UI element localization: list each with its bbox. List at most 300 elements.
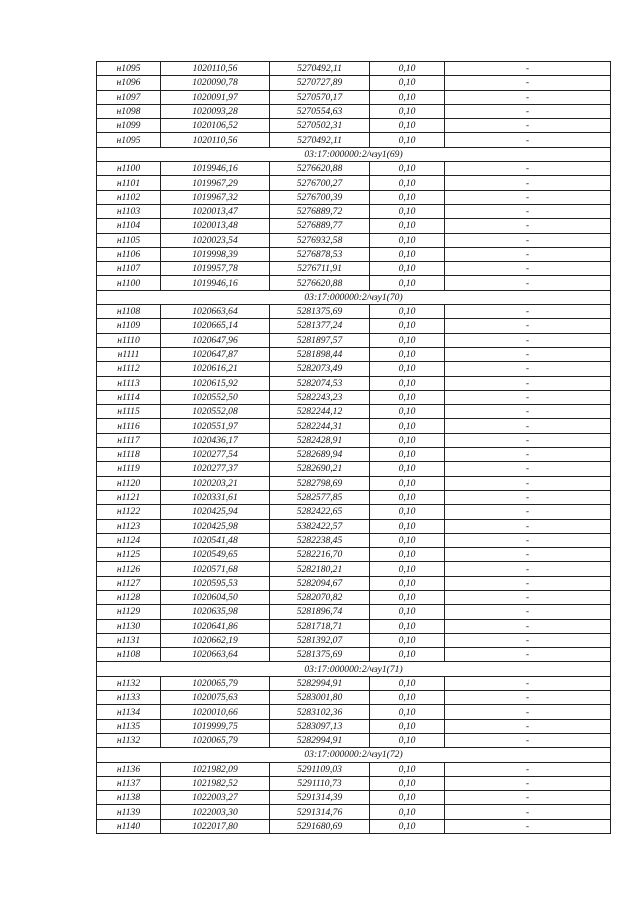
x-coordinate-cell: 1019957,78 bbox=[161, 262, 270, 276]
description-cell: - bbox=[445, 347, 611, 361]
accuracy-cell: 0,10 bbox=[370, 390, 445, 404]
description-cell: - bbox=[445, 490, 611, 504]
description-cell: - bbox=[445, 247, 611, 261]
point-name-cell: н1096 bbox=[97, 76, 161, 90]
table-row bbox=[97, 733, 611, 747]
accuracy-cell: 0,10 bbox=[370, 276, 445, 290]
accuracy-cell: 0,10 bbox=[370, 805, 445, 819]
x-coordinate-cell: 1020203,21 bbox=[161, 476, 270, 490]
y-coordinate-cell: 5291314,39 bbox=[270, 791, 370, 805]
table-row bbox=[97, 319, 611, 333]
x-coordinate-cell: 1020641,86 bbox=[161, 619, 270, 633]
description-cell: - bbox=[445, 590, 611, 604]
accuracy-cell: 0,10 bbox=[370, 705, 445, 719]
description-cell: - bbox=[445, 476, 611, 490]
table-row bbox=[97, 519, 611, 533]
table-row bbox=[97, 219, 611, 233]
table-row bbox=[97, 576, 611, 590]
description-cell: - bbox=[445, 805, 611, 819]
description-cell: - bbox=[445, 62, 611, 76]
description-cell: - bbox=[445, 233, 611, 247]
x-coordinate-cell: 1020110,56 bbox=[161, 62, 270, 76]
x-coordinate-cell: 1020013,48 bbox=[161, 219, 270, 233]
description-cell: - bbox=[445, 333, 611, 347]
y-coordinate-cell: 5282244,31 bbox=[270, 419, 370, 433]
table-row bbox=[97, 691, 611, 705]
description-cell: - bbox=[445, 362, 611, 376]
accuracy-cell: 0,10 bbox=[370, 448, 445, 462]
x-coordinate-cell: 1019946,16 bbox=[161, 276, 270, 290]
description-cell: - bbox=[445, 119, 611, 133]
point-name-cell: н1135 bbox=[97, 719, 161, 733]
table-row bbox=[97, 705, 611, 719]
accuracy-cell: 0,10 bbox=[370, 90, 445, 104]
x-coordinate-cell: 1020595,53 bbox=[161, 576, 270, 590]
description-cell: - bbox=[445, 448, 611, 462]
y-coordinate-cell: 5276932,58 bbox=[270, 233, 370, 247]
table-row bbox=[97, 505, 611, 519]
y-coordinate-cell: 5276620,88 bbox=[270, 276, 370, 290]
description-cell: - bbox=[445, 719, 611, 733]
point-name-cell: н1136 bbox=[97, 762, 161, 776]
description-cell: - bbox=[445, 605, 611, 619]
table-row bbox=[97, 62, 611, 76]
y-coordinate-cell: 5276620,88 bbox=[270, 162, 370, 176]
y-coordinate-cell: 5281375,69 bbox=[270, 648, 370, 662]
accuracy-cell: 0,10 bbox=[370, 104, 445, 118]
accuracy-cell: 0,10 bbox=[370, 762, 445, 776]
x-coordinate-cell: 1020425,98 bbox=[161, 519, 270, 533]
section-label: 03:17:000000:2/чзу1(69) bbox=[97, 147, 611, 161]
y-coordinate-cell: 5281377,24 bbox=[270, 319, 370, 333]
y-coordinate-cell: 5282073,49 bbox=[270, 362, 370, 376]
x-coordinate-cell: 1020663,64 bbox=[161, 305, 270, 319]
accuracy-cell: 0,10 bbox=[370, 433, 445, 447]
y-coordinate-cell: 5276889,72 bbox=[270, 204, 370, 218]
accuracy-cell: 0,10 bbox=[370, 76, 445, 90]
point-name-cell: н1115 bbox=[97, 405, 161, 419]
accuracy-cell: 0,10 bbox=[370, 119, 445, 133]
y-coordinate-cell: 5282238,45 bbox=[270, 533, 370, 547]
table-row bbox=[97, 390, 611, 404]
accuracy-cell: 0,10 bbox=[370, 190, 445, 204]
point-name-cell: н1126 bbox=[97, 562, 161, 576]
y-coordinate-cell: 5270727,89 bbox=[270, 76, 370, 90]
table-row bbox=[97, 204, 611, 218]
x-coordinate-cell: 1020663,64 bbox=[161, 648, 270, 662]
point-name-cell: н1110 bbox=[97, 333, 161, 347]
x-coordinate-cell: 1020277,37 bbox=[161, 462, 270, 476]
x-coordinate-cell: 1020549,65 bbox=[161, 548, 270, 562]
y-coordinate-cell: 5282994,91 bbox=[270, 733, 370, 747]
point-name-cell: н1117 bbox=[97, 433, 161, 447]
table-row bbox=[97, 548, 611, 562]
point-name-cell: н1105 bbox=[97, 233, 161, 247]
y-coordinate-cell: 5270502,31 bbox=[270, 119, 370, 133]
description-cell: - bbox=[445, 376, 611, 390]
y-coordinate-cell: 5281896,74 bbox=[270, 605, 370, 619]
point-name-cell: н1118 bbox=[97, 448, 161, 462]
accuracy-cell: 0,10 bbox=[370, 576, 445, 590]
accuracy-cell: 0,10 bbox=[370, 590, 445, 604]
x-coordinate-cell: 1020106,52 bbox=[161, 119, 270, 133]
y-coordinate-cell: 5270492,11 bbox=[270, 62, 370, 76]
description-cell: - bbox=[445, 305, 611, 319]
x-coordinate-cell: 1020090,78 bbox=[161, 76, 270, 90]
x-coordinate-cell: 1020023,54 bbox=[161, 233, 270, 247]
y-coordinate-cell: 5291314,76 bbox=[270, 805, 370, 819]
point-name-cell: н1130 bbox=[97, 619, 161, 633]
table-row bbox=[97, 233, 611, 247]
table-row bbox=[97, 305, 611, 319]
point-name-cell: н1127 bbox=[97, 576, 161, 590]
table-row bbox=[97, 476, 611, 490]
y-coordinate-cell: 5382422,57 bbox=[270, 519, 370, 533]
table-row bbox=[97, 119, 611, 133]
point-name-cell: н1101 bbox=[97, 176, 161, 190]
x-coordinate-cell: 1022017,80 bbox=[161, 819, 270, 833]
table-row bbox=[97, 819, 611, 833]
description-cell: - bbox=[445, 633, 611, 647]
x-coordinate-cell: 1019999,75 bbox=[161, 719, 270, 733]
description-cell: - bbox=[445, 548, 611, 562]
accuracy-cell: 0,10 bbox=[370, 476, 445, 490]
description-cell: - bbox=[445, 462, 611, 476]
accuracy-cell: 0,10 bbox=[370, 305, 445, 319]
description-cell: - bbox=[445, 104, 611, 118]
coordinates-table bbox=[96, 61, 611, 834]
y-coordinate-cell: 5276878,53 bbox=[270, 247, 370, 261]
point-name-cell: н1112 bbox=[97, 362, 161, 376]
y-coordinate-cell: 5281392,07 bbox=[270, 633, 370, 647]
description-cell: - bbox=[445, 176, 611, 190]
description-cell: - bbox=[445, 619, 611, 633]
x-coordinate-cell: 1020277,54 bbox=[161, 448, 270, 462]
x-coordinate-cell: 1020013,47 bbox=[161, 204, 270, 218]
x-coordinate-cell: 1020635,98 bbox=[161, 605, 270, 619]
y-coordinate-cell: 5281898,44 bbox=[270, 347, 370, 361]
point-name-cell: н1121 bbox=[97, 490, 161, 504]
table-row bbox=[97, 247, 611, 261]
x-coordinate-cell: 1019998,39 bbox=[161, 247, 270, 261]
description-cell: - bbox=[445, 162, 611, 176]
description-cell: - bbox=[445, 190, 611, 204]
description-cell: - bbox=[445, 219, 611, 233]
table-row bbox=[97, 262, 611, 276]
accuracy-cell: 0,10 bbox=[370, 633, 445, 647]
y-coordinate-cell: 5276711,91 bbox=[270, 262, 370, 276]
table-row bbox=[97, 791, 611, 805]
point-name-cell: н1125 bbox=[97, 548, 161, 562]
accuracy-cell: 0,10 bbox=[370, 776, 445, 790]
y-coordinate-cell: 5282690,21 bbox=[270, 462, 370, 476]
accuracy-cell: 0,10 bbox=[370, 791, 445, 805]
accuracy-cell: 0,10 bbox=[370, 462, 445, 476]
description-cell: - bbox=[445, 433, 611, 447]
accuracy-cell: 0,10 bbox=[370, 648, 445, 662]
accuracy-cell: 0,10 bbox=[370, 676, 445, 690]
point-name-cell: н1100 bbox=[97, 276, 161, 290]
description-cell: - bbox=[445, 76, 611, 90]
accuracy-cell: 0,10 bbox=[370, 533, 445, 547]
description-cell: - bbox=[445, 204, 611, 218]
accuracy-cell: 0,10 bbox=[370, 719, 445, 733]
table-row bbox=[97, 805, 611, 819]
point-name-cell: н1097 bbox=[97, 90, 161, 104]
point-name-cell: н1133 bbox=[97, 691, 161, 705]
y-coordinate-cell: 5282798,69 bbox=[270, 476, 370, 490]
table-row bbox=[97, 405, 611, 419]
y-coordinate-cell: 5282070,82 bbox=[270, 590, 370, 604]
coordinates-table-body bbox=[97, 62, 611, 834]
description-cell: - bbox=[445, 390, 611, 404]
accuracy-cell: 0,10 bbox=[370, 204, 445, 218]
description-cell: - bbox=[445, 648, 611, 662]
point-name-cell: н1137 bbox=[97, 776, 161, 790]
table-row bbox=[97, 448, 611, 462]
accuracy-cell: 0,10 bbox=[370, 233, 445, 247]
section-label: 03:17:000000:2/чзу1(71) bbox=[97, 662, 611, 676]
y-coordinate-cell: 5282244,12 bbox=[270, 405, 370, 419]
accuracy-cell: 0,10 bbox=[370, 162, 445, 176]
table-row bbox=[97, 76, 611, 90]
x-coordinate-cell: 1020331,61 bbox=[161, 490, 270, 504]
point-name-cell: н1113 bbox=[97, 376, 161, 390]
point-name-cell: н1109 bbox=[97, 319, 161, 333]
table-row bbox=[97, 104, 611, 118]
x-coordinate-cell: 1020541,48 bbox=[161, 533, 270, 547]
point-name-cell: н1134 bbox=[97, 705, 161, 719]
x-coordinate-cell: 1020604,50 bbox=[161, 590, 270, 604]
accuracy-cell: 0,10 bbox=[370, 562, 445, 576]
y-coordinate-cell: 5283097,13 bbox=[270, 719, 370, 733]
y-coordinate-cell: 5291680,69 bbox=[270, 819, 370, 833]
accuracy-cell: 0,10 bbox=[370, 333, 445, 347]
x-coordinate-cell: 1019967,32 bbox=[161, 190, 270, 204]
point-name-cell: н1131 bbox=[97, 633, 161, 647]
x-coordinate-cell: 1020647,87 bbox=[161, 347, 270, 361]
accuracy-cell: 0,10 bbox=[370, 819, 445, 833]
x-coordinate-cell: 1020065,79 bbox=[161, 733, 270, 747]
table-row bbox=[97, 433, 611, 447]
table-row bbox=[97, 376, 611, 390]
description-cell: - bbox=[445, 691, 611, 705]
point-name-cell: н1116 bbox=[97, 419, 161, 433]
table-row bbox=[97, 419, 611, 433]
x-coordinate-cell: 1020425,94 bbox=[161, 505, 270, 519]
description-cell: - bbox=[445, 705, 611, 719]
table-row bbox=[97, 462, 611, 476]
accuracy-cell: 0,10 bbox=[370, 519, 445, 533]
description-cell: - bbox=[445, 405, 611, 419]
accuracy-cell: 0,10 bbox=[370, 62, 445, 76]
accuracy-cell: 0,10 bbox=[370, 176, 445, 190]
x-coordinate-cell: 1020552,50 bbox=[161, 390, 270, 404]
section-header-row bbox=[97, 147, 611, 161]
table-row bbox=[97, 276, 611, 290]
table-row bbox=[97, 676, 611, 690]
y-coordinate-cell: 5276700,27 bbox=[270, 176, 370, 190]
accuracy-cell: 0,10 bbox=[370, 376, 445, 390]
point-name-cell: н1119 bbox=[97, 462, 161, 476]
x-coordinate-cell: 1020436,17 bbox=[161, 433, 270, 447]
x-coordinate-cell: 1020065,79 bbox=[161, 676, 270, 690]
x-coordinate-cell: 1021982,52 bbox=[161, 776, 270, 790]
accuracy-cell: 0,10 bbox=[370, 347, 445, 361]
accuracy-cell: 0,10 bbox=[370, 319, 445, 333]
description-cell: - bbox=[445, 776, 611, 790]
accuracy-cell: 0,10 bbox=[370, 219, 445, 233]
y-coordinate-cell: 5283102,36 bbox=[270, 705, 370, 719]
x-coordinate-cell: 1019946,16 bbox=[161, 162, 270, 176]
table-row bbox=[97, 590, 611, 604]
description-cell: - bbox=[445, 533, 611, 547]
point-name-cell: н1132 bbox=[97, 733, 161, 747]
table-row bbox=[97, 619, 611, 633]
y-coordinate-cell: 5282243,23 bbox=[270, 390, 370, 404]
section-header-row bbox=[97, 748, 611, 762]
accuracy-cell: 0,10 bbox=[370, 247, 445, 261]
table-row bbox=[97, 347, 611, 361]
x-coordinate-cell: 1020091,97 bbox=[161, 90, 270, 104]
description-cell: - bbox=[445, 733, 611, 747]
table-row bbox=[97, 90, 611, 104]
section-label: 03:17:000000:2/чзу1(72) bbox=[97, 748, 611, 762]
section-label: 03:17:000000:2/чзу1(70) bbox=[97, 290, 611, 304]
y-coordinate-cell: 5270570,17 bbox=[270, 90, 370, 104]
point-name-cell: н1099 bbox=[97, 119, 161, 133]
table-row bbox=[97, 562, 611, 576]
section-header-row bbox=[97, 662, 611, 676]
accuracy-cell: 0,10 bbox=[370, 733, 445, 747]
y-coordinate-cell: 5282428,91 bbox=[270, 433, 370, 447]
accuracy-cell: 0,10 bbox=[370, 362, 445, 376]
y-coordinate-cell: 5282577,85 bbox=[270, 490, 370, 504]
table-row bbox=[97, 176, 611, 190]
table-row bbox=[97, 490, 611, 504]
point-name-cell: н1095 bbox=[97, 62, 161, 76]
x-coordinate-cell: 1020093,28 bbox=[161, 104, 270, 118]
point-name-cell: н1114 bbox=[97, 390, 161, 404]
x-coordinate-cell: 1020665,14 bbox=[161, 319, 270, 333]
table-row bbox=[97, 719, 611, 733]
point-name-cell: н1123 bbox=[97, 519, 161, 533]
point-name-cell: н1129 bbox=[97, 605, 161, 619]
y-coordinate-cell: 5281897,57 bbox=[270, 333, 370, 347]
y-coordinate-cell: 5281718,71 bbox=[270, 619, 370, 633]
x-coordinate-cell: 1020647,96 bbox=[161, 333, 270, 347]
table-row bbox=[97, 533, 611, 547]
y-coordinate-cell: 5282094,67 bbox=[270, 576, 370, 590]
y-coordinate-cell: 5291109,03 bbox=[270, 762, 370, 776]
accuracy-cell: 0,10 bbox=[370, 419, 445, 433]
table-row bbox=[97, 133, 611, 147]
description-cell: - bbox=[445, 791, 611, 805]
point-name-cell: н1095 bbox=[97, 133, 161, 147]
table-row bbox=[97, 648, 611, 662]
description-cell: - bbox=[445, 319, 611, 333]
table-row bbox=[97, 776, 611, 790]
x-coordinate-cell: 1019967,29 bbox=[161, 176, 270, 190]
x-coordinate-cell: 1020552,08 bbox=[161, 405, 270, 419]
description-cell: - bbox=[445, 676, 611, 690]
description-cell: - bbox=[445, 262, 611, 276]
x-coordinate-cell: 1020571,68 bbox=[161, 562, 270, 576]
x-coordinate-cell: 1020615,92 bbox=[161, 376, 270, 390]
y-coordinate-cell: 5281375,69 bbox=[270, 305, 370, 319]
y-coordinate-cell: 5282216,70 bbox=[270, 548, 370, 562]
y-coordinate-cell: 5276889,77 bbox=[270, 219, 370, 233]
point-name-cell: н1107 bbox=[97, 262, 161, 276]
table-row bbox=[97, 362, 611, 376]
point-name-cell: н1140 bbox=[97, 819, 161, 833]
x-coordinate-cell: 1020075,63 bbox=[161, 691, 270, 705]
x-coordinate-cell: 1020010,66 bbox=[161, 705, 270, 719]
point-name-cell: н1102 bbox=[97, 190, 161, 204]
accuracy-cell: 0,10 bbox=[370, 605, 445, 619]
point-name-cell: н1111 bbox=[97, 347, 161, 361]
y-coordinate-cell: 5283001,80 bbox=[270, 691, 370, 705]
table-row bbox=[97, 633, 611, 647]
description-cell: - bbox=[445, 562, 611, 576]
point-name-cell: н1098 bbox=[97, 104, 161, 118]
x-coordinate-cell: 1020551,97 bbox=[161, 419, 270, 433]
x-coordinate-cell: 1020110,56 bbox=[161, 133, 270, 147]
accuracy-cell: 0,10 bbox=[370, 133, 445, 147]
point-name-cell: н1138 bbox=[97, 791, 161, 805]
accuracy-cell: 0,10 bbox=[370, 505, 445, 519]
description-cell: - bbox=[445, 90, 611, 104]
accuracy-cell: 0,10 bbox=[370, 619, 445, 633]
point-name-cell: н1104 bbox=[97, 219, 161, 233]
description-cell: - bbox=[445, 419, 611, 433]
description-cell: - bbox=[445, 762, 611, 776]
point-name-cell: н1132 bbox=[97, 676, 161, 690]
accuracy-cell: 0,10 bbox=[370, 548, 445, 562]
point-name-cell: н1108 bbox=[97, 648, 161, 662]
y-coordinate-cell: 5270554,63 bbox=[270, 104, 370, 118]
point-name-cell: н1122 bbox=[97, 505, 161, 519]
accuracy-cell: 0,10 bbox=[370, 262, 445, 276]
point-name-cell: н1124 bbox=[97, 533, 161, 547]
table-row bbox=[97, 333, 611, 347]
description-cell: - bbox=[445, 133, 611, 147]
description-cell: - bbox=[445, 519, 611, 533]
y-coordinate-cell: 5291110,73 bbox=[270, 776, 370, 790]
table-row bbox=[97, 190, 611, 204]
point-name-cell: н1108 bbox=[97, 305, 161, 319]
y-coordinate-cell: 5282994,91 bbox=[270, 676, 370, 690]
accuracy-cell: 0,10 bbox=[370, 691, 445, 705]
y-coordinate-cell: 5276700,39 bbox=[270, 190, 370, 204]
y-coordinate-cell: 5270492,11 bbox=[270, 133, 370, 147]
x-coordinate-cell: 1022003,27 bbox=[161, 791, 270, 805]
point-name-cell: н1100 bbox=[97, 162, 161, 176]
table-row bbox=[97, 762, 611, 776]
section-header-row bbox=[97, 290, 611, 304]
x-coordinate-cell: 1020616,21 bbox=[161, 362, 270, 376]
y-coordinate-cell: 5282180,21 bbox=[270, 562, 370, 576]
point-name-cell: н1103 bbox=[97, 204, 161, 218]
description-cell: - bbox=[445, 819, 611, 833]
description-cell: - bbox=[445, 505, 611, 519]
x-coordinate-cell: 1022003,30 bbox=[161, 805, 270, 819]
point-name-cell: н1106 bbox=[97, 247, 161, 261]
table-row bbox=[97, 162, 611, 176]
table-row bbox=[97, 605, 611, 619]
accuracy-cell: 0,10 bbox=[370, 490, 445, 504]
point-name-cell: н1139 bbox=[97, 805, 161, 819]
